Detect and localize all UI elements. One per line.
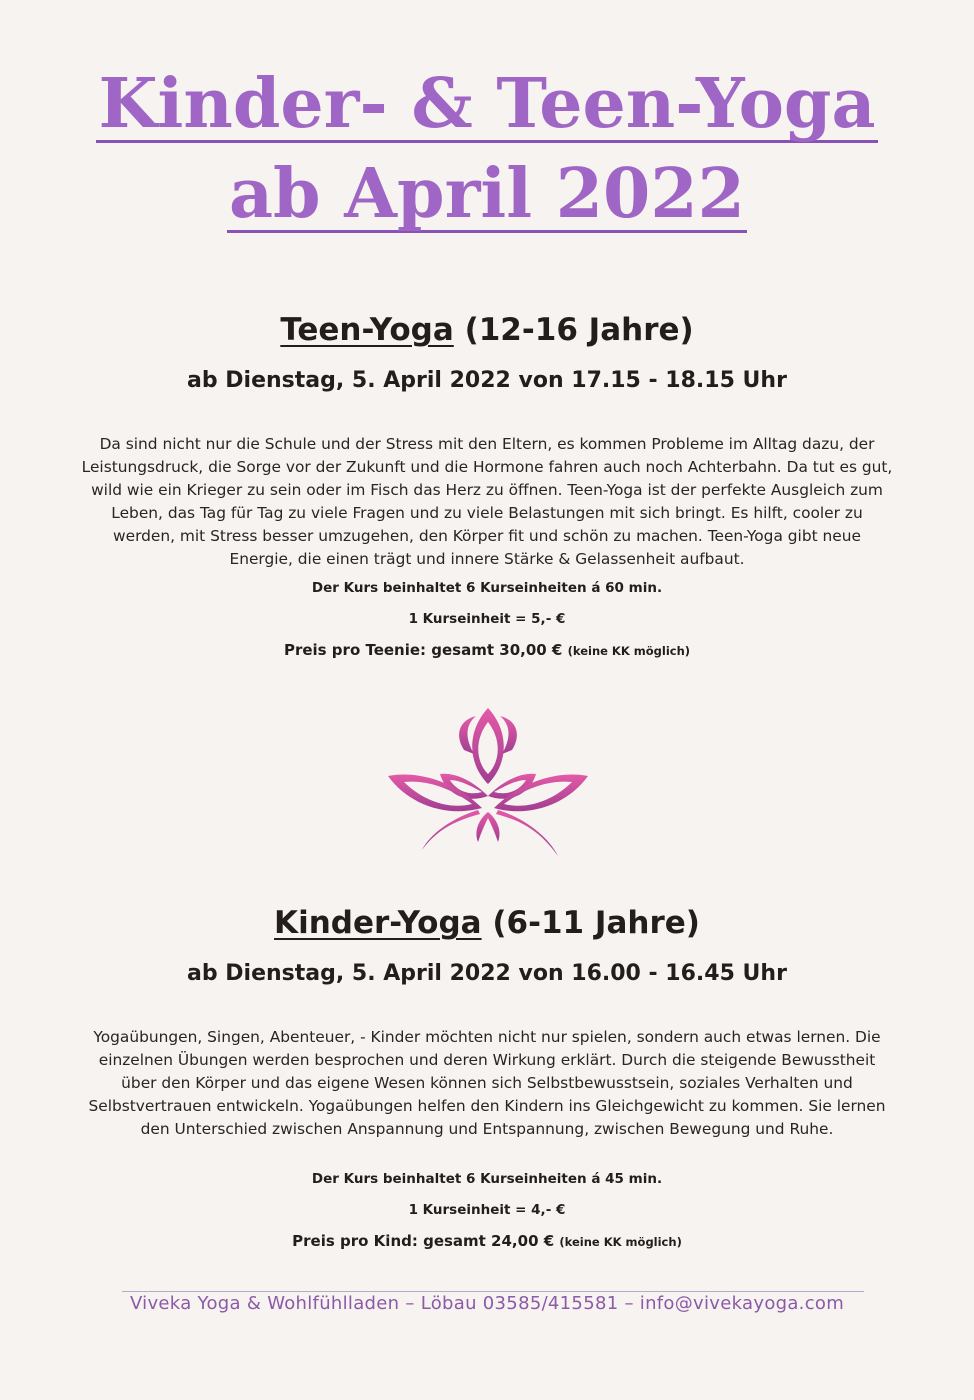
kinder-heading-underlined: Kinder-Yoga <box>274 905 482 941</box>
kinder-unit-price: 1 Kurseinheit = 4,- € <box>408 1202 566 1218</box>
kinder-price-line <box>0 1232 974 1250</box>
teen-description: Da sind nicht nur die Schule und der Stress mit den Eltern, es kommen Probleme im Alltag dazu, der Leistungsdruck, die Sorge vor der Zukunft und die Hormone fahren auch noch Achterbahn. Da tut es gut, wild wie ein Krieger zu sein oder im Fisch das Herz zu öffnen. Teen-Yoga ist der perfekte Ausgleich zum Leben, das Tag für Tag zu viele Fragen und zu viele Belastungen mit sich bringt. Es hilft, cooler zu werden, mit Stress besser umzugehen, den Körper fit und schön zu machen. Teen-Yoga gibt neue Energie, die einen trägt und innere Stärke & Gelassenheit aufbaut. <box>81 435 893 568</box>
teen-price: Preis pro Teenie: gesamt 30,00 € <box>283 641 563 659</box>
teen-price-note: (keine KK möglich) <box>567 644 691 658</box>
teen-unit-price: 1 Kurseinheit = 5,- € <box>408 611 566 627</box>
kinder-heading <box>0 905 974 941</box>
title-line-2: ab April 2022 <box>228 154 745 234</box>
kinder-price: Preis pro Kind: gesamt 24,00 € <box>292 1232 555 1250</box>
teen-course-info: Der Kurs beinhaltet 6 Kurseinheiten á 60 min. <box>311 580 663 596</box>
lotus-flower-icon <box>382 700 594 862</box>
teen-price-line <box>0 641 974 659</box>
kinder-course-info: Der Kurs beinhaltet 6 Kurseinheiten á 45 min. <box>311 1171 663 1187</box>
teen-heading-underlined: Teen-Yoga <box>280 312 454 348</box>
kinder-description: Yogaübungen, Singen, Abenteuer, - Kinder möchten nicht nur spielen, sondern auch etwas lernen. Die einzelnen Übungen werden besprochen und deren Wirkung erklärt. Durch die steigende Bewusstheit über den Körper und das eigene Wesen können sich Selbstbewusstsein, soziales Verhalten und Selbstvertrauen entwickeln. Yogaübungen helfen den Kindern ins Gleichgewicht zu kommen. Sie lernen den Unterschied zwischen Anspannung und Entspannung, zwischen Bewegung und Ruhe. <box>88 1028 886 1138</box>
title-line-1: Kinder- & Teen-Yoga <box>98 64 876 144</box>
footer-divider <box>122 1291 864 1292</box>
teen-date: ab Dienstag, 5. April 2022 von 17.15 - 18.15 Uhr <box>187 368 787 393</box>
footer-contact: Viveka Yoga & Wohlfühlladen – Löbau 03585/415581 – info@vivekayoga.com <box>129 1293 845 1314</box>
kinder-date: ab Dienstag, 5. April 2022 von 16.00 - 16.45 Uhr <box>187 961 787 986</box>
teen-heading-age: (12-16 Jahre) <box>453 312 694 348</box>
kinder-price-note: (keine KK möglich) <box>559 1235 682 1249</box>
kinder-heading-age: (6-11 Jahre) <box>481 905 700 941</box>
teen-heading <box>0 312 974 348</box>
